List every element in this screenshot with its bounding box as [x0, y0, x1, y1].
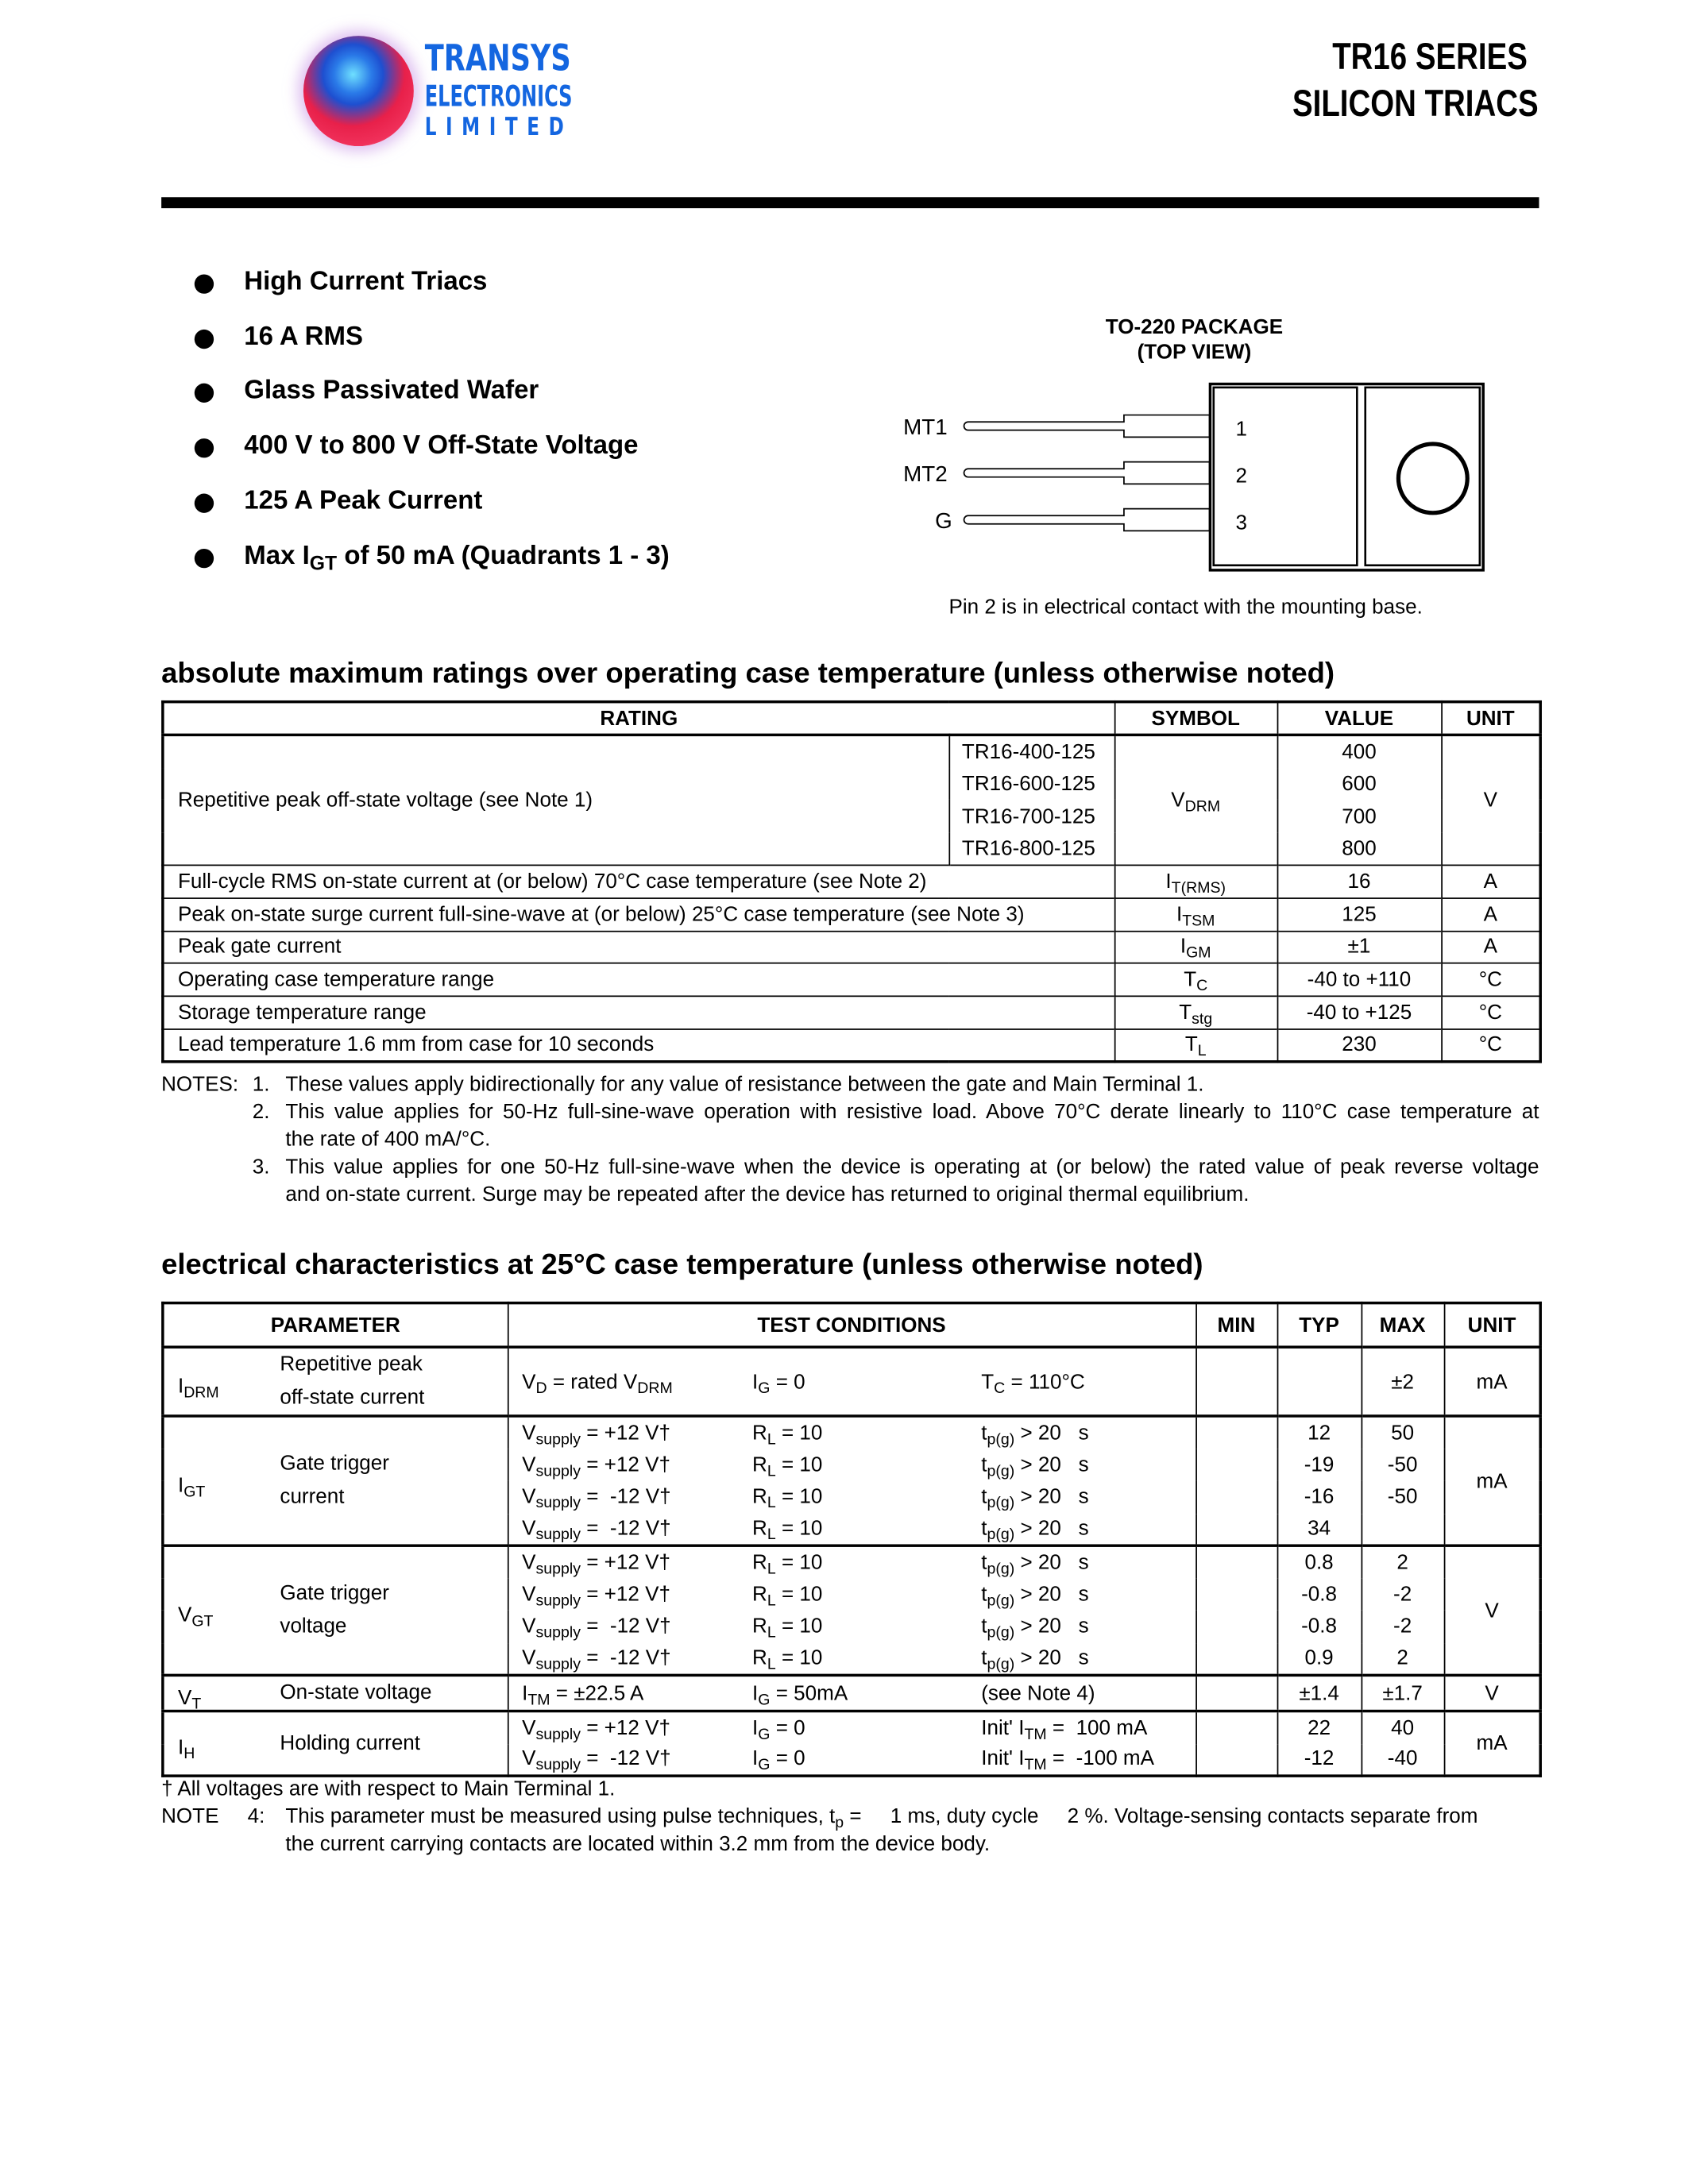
- column-header: RATING: [163, 702, 1114, 735]
- parameter-name: [280, 1677, 431, 1710]
- typ-cell: -0.8: [1277, 1611, 1362, 1643]
- note-text: This value applies for 50-Hz full-sine-wave operation with resistive load. Above 70°C derate linearly to 110°C case temperature at: [285, 1100, 1539, 1124]
- condition: $I_G = 50mA$: [752, 1681, 848, 1708]
- pin-label-g: G: [935, 510, 952, 534]
- conditions: [508, 1550, 1196, 1578]
- package-title-line1: TO-220 PACKAGE: [1105, 315, 1284, 340]
- parameter-wrap: [164, 1727, 507, 1763]
- note-text: the rate of 400 mA/°C.: [285, 1128, 491, 1152]
- logo-text-transys: TRANSYS: [424, 38, 571, 80]
- logo-text-limited: LIMITED: [424, 113, 574, 142]
- condition: $V_{supply} = +12$ V†: [522, 1453, 670, 1480]
- conditions: [508, 1369, 1196, 1397]
- condition: $R_L = 10$: [752, 1453, 823, 1480]
- value-cell: 700: [1277, 801, 1442, 833]
- parameter-wrap: [164, 1677, 507, 1713]
- typ-cell: 22: [1277, 1711, 1362, 1744]
- condition: $V_{supply} = -12$ V†: [522, 1517, 671, 1544]
- typ-cell: ±1.4: [1277, 1675, 1362, 1711]
- test-conditions-cell: [508, 1513, 1196, 1545]
- value-cell: 600: [1277, 767, 1442, 800]
- conditions: [508, 1421, 1196, 1449]
- parameter-symbol: $V_T$: [177, 1685, 202, 1713]
- feature-item: Max $I_{GT}$ of 50 mA (Quadrants 1 - 3): [244, 542, 670, 576]
- condition: $I_{TM} = \pm 22.5$ A: [522, 1681, 644, 1708]
- typ-cell: 0.8: [1277, 1545, 1362, 1578]
- condition: $T_C = 110^\circ C$: [981, 1369, 1085, 1397]
- parameter-name: [280, 1448, 389, 1514]
- condition: $t_{p(g)} > 20$ s: [981, 1485, 1089, 1512]
- value-cell: 400: [1277, 735, 1442, 767]
- condition: Init' $I_{TM} = -100$ mA: [981, 1747, 1154, 1774]
- test-conditions-cell: [508, 1711, 1196, 1744]
- bullet-icon: [195, 330, 214, 349]
- parameter-name-line: Gate trigger: [280, 1452, 389, 1476]
- bullet-icon: [195, 494, 214, 513]
- max-cell: 2: [1362, 1643, 1444, 1676]
- table-header-row: [163, 1303, 1540, 1348]
- part-number-cell: TR16-700-125: [948, 801, 1114, 833]
- column-header: TYP: [1277, 1303, 1362, 1348]
- value-cell: -40 to +110: [1277, 963, 1442, 996]
- lead-mt2: [964, 462, 1210, 484]
- test-conditions-cell: [508, 1416, 1196, 1449]
- value-cell: 230: [1277, 1028, 1442, 1061]
- package-title-line2: (TOP VIEW): [1137, 340, 1252, 365]
- table-row: [163, 1416, 1540, 1449]
- pin-number: 3: [1235, 511, 1248, 535]
- min-cell: [1196, 1675, 1277, 1711]
- conditions: [508, 1646, 1196, 1673]
- symbol-cell: $T_{stg}$: [1114, 996, 1277, 1028]
- symbol-cell: $I_{GM}$: [1114, 931, 1277, 963]
- max-cell: -2: [1362, 1578, 1444, 1611]
- condition: $R_L = 10$: [752, 1615, 823, 1642]
- conditions: [508, 1517, 1196, 1544]
- max-cell: ±1.7: [1362, 1675, 1444, 1711]
- mounting-hole-icon: [1398, 444, 1467, 513]
- package-title: [1056, 316, 1332, 365]
- header-divider: [161, 197, 1539, 208]
- note-text: and on-state current. Surge may be repeated after the device has returned to original thermal equilibrium.: [285, 1183, 1250, 1207]
- rating-cell: Full-cycle RMS on-state current at (or below) 70°C case temperature (see Note 2): [163, 866, 1114, 898]
- to220-package-diagram: [883, 372, 1503, 579]
- min-cell: [1196, 1545, 1277, 1675]
- parameter-name: [280, 1577, 389, 1643]
- condition: $t_{p(g)} > 20$ s: [981, 1550, 1089, 1578]
- column-header: TEST CONDITIONS: [508, 1303, 1196, 1348]
- note4-label: NOTE 4:: [161, 1804, 265, 1829]
- max-cell: 40: [1362, 1711, 1444, 1744]
- condition: $R_L = 10$: [752, 1485, 823, 1512]
- unit-cell: A: [1441, 866, 1540, 898]
- condition: $t_{p(g)} > 20$ s: [981, 1646, 1089, 1673]
- table-row: [163, 1028, 1540, 1061]
- parameter-name-line: On-state voltage: [280, 1680, 432, 1704]
- rating-cell: Repetitive peak off-state voltage (see Note 1): [163, 735, 949, 865]
- parameter-cell: [163, 1347, 508, 1416]
- min-cell: [1196, 1711, 1277, 1777]
- unit-cell: mA: [1444, 1711, 1541, 1777]
- unit-cell: A: [1441, 898, 1540, 931]
- condition: $V_{supply} = -12$ V†: [522, 1615, 671, 1642]
- min-cell: [1196, 1416, 1277, 1545]
- abs-max-heading: absolute maximum ratings over operating case temperature (unless otherwise noted): [161, 658, 1335, 690]
- table-row: [163, 1545, 1540, 1578]
- symbol-cell: $V_{DRM}$: [1114, 735, 1277, 865]
- parameter-cell: [163, 1711, 508, 1777]
- logo-text-electronics: ELECTRONICS: [424, 79, 573, 114]
- symbol-cell: $I_{T(RMS)}$: [1114, 866, 1277, 898]
- notes-label: NOTES:: [161, 1072, 239, 1097]
- typ-cell: -19: [1277, 1449, 1362, 1481]
- bullet-icon: [195, 549, 214, 568]
- typ-cell: 34: [1277, 1513, 1362, 1545]
- product-title: SILICON TRIACS: [1292, 83, 1539, 125]
- parameter-wrap: [164, 1448, 507, 1514]
- rating-cell: Peak gate current: [163, 931, 1114, 963]
- max-cell: [1362, 1513, 1444, 1545]
- parameter-name-line: Holding current: [280, 1731, 421, 1755]
- parameter-name: [280, 1727, 420, 1760]
- unit-cell: mA: [1444, 1416, 1541, 1545]
- absolute-max-ratings-table: [161, 700, 1542, 1063]
- max-cell: -2: [1362, 1611, 1444, 1643]
- condition: $I_G = 0$: [752, 1747, 805, 1774]
- condition: $V_D$ = rated $V_{DRM}$: [522, 1369, 673, 1397]
- rating-cell: Peak on-state surge current full-sine-wave at (or below) 25°C case temperature (see Note 3): [163, 898, 1114, 931]
- note-text: These values apply bidirectionally for any value of resistance between the gate and Main Terminal 1.: [285, 1072, 1204, 1097]
- note-number: 3.: [252, 1155, 270, 1179]
- unit-cell: V: [1444, 1545, 1541, 1675]
- condition: $R_L = 10$: [752, 1421, 823, 1449]
- table-row: [163, 931, 1540, 963]
- condition: $t_{p(g)} > 20$ s: [981, 1421, 1089, 1449]
- condition: $V_{supply} = -12$ V†: [522, 1646, 671, 1673]
- conditions: [508, 1453, 1196, 1480]
- parameter-wrap: [164, 1577, 507, 1643]
- condition: $t_{p(g)} > 20$ s: [981, 1582, 1089, 1610]
- condition: $R_L = 10$: [752, 1550, 823, 1578]
- max-cell: -50: [1362, 1449, 1444, 1481]
- parameter-symbol: $I_{DRM}$: [177, 1374, 219, 1401]
- mounting-tab: [1365, 388, 1480, 565]
- condition: $R_L = 10$: [752, 1517, 823, 1544]
- table-row: [163, 1347, 1540, 1416]
- pin-label-mt2: MT2: [903, 463, 948, 487]
- test-conditions-cell: [508, 1481, 1196, 1514]
- condition: $V_{supply} = +12$ V†: [522, 1550, 670, 1578]
- min-cell: [1196, 1347, 1277, 1416]
- lead-mt1: [964, 415, 1210, 438]
- column-header: UNIT: [1444, 1303, 1541, 1348]
- typ-cell: 12: [1277, 1416, 1362, 1449]
- value-cell: 125: [1277, 898, 1442, 931]
- condition: $I_G = 0$: [752, 1369, 805, 1397]
- rating-cell: Operating case temperature range: [163, 963, 1114, 996]
- rating-cell: Storage temperature range: [163, 996, 1114, 1028]
- symbol-cell: $T_C$: [1114, 963, 1277, 996]
- table-row: [163, 866, 1540, 898]
- parameter-symbol: $I_{GT}$: [177, 1473, 206, 1500]
- test-conditions-cell: [508, 1675, 1196, 1711]
- table-row: [163, 996, 1540, 1028]
- typ-cell: 0.9: [1277, 1643, 1362, 1676]
- condition: $t_{p(g)} > 20$ s: [981, 1517, 1089, 1544]
- condition: $V_{supply} = +12$ V†: [522, 1716, 670, 1743]
- conditions: [508, 1615, 1196, 1642]
- part-number-cell: TR16-400-125: [948, 735, 1114, 767]
- note-text: This value applies for one 50-Hz full-sine-wave when the device is operating at (or below) the rated value of peak reverse voltage: [285, 1155, 1539, 1179]
- parameter-cell: [163, 1416, 508, 1545]
- value-cell: 800: [1277, 833, 1442, 866]
- test-conditions-cell: [508, 1545, 1196, 1578]
- column-header: SYMBOL: [1114, 702, 1277, 735]
- condition: $R_L = 10$: [752, 1582, 823, 1610]
- test-conditions-cell: [508, 1347, 1196, 1416]
- test-conditions-cell: [508, 1743, 1196, 1776]
- feature-item: 400 V to 800 V Off-State Voltage: [244, 431, 639, 461]
- series-title: TR16 SERIES: [1332, 36, 1528, 78]
- globe-logo-icon: [303, 36, 414, 146]
- value-cell: 16: [1277, 866, 1442, 898]
- unit-cell: °C: [1441, 1028, 1540, 1061]
- pin-label-mt1: MT1: [903, 416, 948, 440]
- footnote-dagger: † All voltages are with respect to Main Terminal 1.: [161, 1777, 616, 1801]
- part-number-cell: TR16-800-125: [948, 833, 1114, 866]
- conditions: [508, 1747, 1196, 1774]
- symbol-cell: $I_{TSM}$: [1114, 898, 1277, 931]
- test-conditions-cell: [508, 1643, 1196, 1676]
- parameter-name-line: off-state current: [280, 1385, 425, 1410]
- package-body: [1210, 384, 1483, 570]
- condition: (see Note 4): [981, 1681, 1095, 1705]
- rating-cell: Lead temperature 1.6 mm from case for 10 seconds: [163, 1028, 1114, 1061]
- parameter-name-line: Repetitive peak: [280, 1352, 423, 1376]
- test-conditions-cell: [508, 1611, 1196, 1643]
- typ-cell: -16: [1277, 1481, 1362, 1514]
- condition: $V_{supply} = +12$ V†: [522, 1421, 670, 1449]
- table-row: [163, 1711, 1540, 1744]
- condition: $V_{supply} = +12$ V†: [522, 1582, 670, 1610]
- parameter-name-line: current: [280, 1484, 345, 1509]
- table-row: [163, 1675, 1540, 1711]
- pin-leads: [964, 415, 1210, 531]
- electrical-characteristics-table: [161, 1302, 1542, 1777]
- column-header: MAX: [1362, 1303, 1444, 1348]
- unit-cell: °C: [1441, 963, 1540, 996]
- condition: $t_{p(g)} > 20$ s: [981, 1615, 1089, 1642]
- feature-item: 125 A Peak Current: [244, 486, 483, 516]
- value-cell: ±1: [1277, 931, 1442, 963]
- condition: $t_{p(g)} > 20$ s: [981, 1453, 1089, 1480]
- test-conditions-cell: [508, 1449, 1196, 1481]
- note-number: 1.: [252, 1072, 270, 1097]
- unit-cell: V: [1441, 735, 1540, 865]
- column-header: PARAMETER: [163, 1303, 508, 1348]
- column-header: UNIT: [1441, 702, 1540, 735]
- bullet-icon: [195, 384, 214, 403]
- condition: $I_G = 0$: [752, 1716, 805, 1743]
- lead-g: [964, 509, 1210, 531]
- conditions: [508, 1582, 1196, 1610]
- max-cell: 2: [1362, 1545, 1444, 1578]
- condition: $V_{supply} = -12$ V†: [522, 1485, 671, 1512]
- conditions: [508, 1485, 1196, 1512]
- parameter-symbol: $I_H$: [177, 1735, 195, 1763]
- parameter-name-line: voltage: [280, 1614, 347, 1638]
- bullet-icon: [195, 438, 214, 457]
- table-header-row: [163, 702, 1540, 735]
- condition: Init' $I_{TM} = 100$ mA: [981, 1716, 1148, 1743]
- condition: $V_{supply} = -12$ V†: [522, 1747, 671, 1774]
- part-number-cell: TR16-600-125: [948, 767, 1114, 800]
- unit-cell: A: [1441, 931, 1540, 963]
- max-cell: -40: [1362, 1743, 1444, 1776]
- column-header: MIN: [1196, 1303, 1277, 1348]
- table-row: [163, 963, 1540, 996]
- note4-text: This parameter must be measured using pulse techniques, $t_p$ = 1 ms, duty cycle 2 %. Voltage-sensing contacts separate from: [285, 1804, 1478, 1832]
- feature-item: High Current Triacs: [244, 267, 488, 297]
- parameter-name-line: Gate trigger: [280, 1581, 389, 1605]
- parameter-cell: [163, 1675, 508, 1711]
- condition: $R_L = 10$: [752, 1646, 823, 1673]
- package-note: Pin 2 is in electrical contact with the mounting base.: [948, 595, 1423, 619]
- pin-number: 1: [1235, 418, 1248, 442]
- conditions: [508, 1716, 1196, 1743]
- feature-item: Glass Passivated Wafer: [244, 376, 539, 406]
- unit-cell: V: [1444, 1675, 1541, 1711]
- conditions: [508, 1681, 1196, 1708]
- typ-cell: [1277, 1347, 1362, 1416]
- max-cell: -50: [1362, 1481, 1444, 1514]
- note-number: 2.: [252, 1100, 270, 1124]
- note4-text: the current carrying contacts are located within 3.2 mm from the device body.: [285, 1832, 991, 1856]
- column-header: VALUE: [1277, 702, 1442, 735]
- parameter-name: [280, 1349, 424, 1414]
- parameter-wrap: [164, 1349, 507, 1414]
- table-row: [163, 898, 1540, 931]
- parameter-symbol: $V_{GT}$: [177, 1603, 214, 1630]
- table-row: [163, 735, 1540, 767]
- test-conditions-cell: [508, 1578, 1196, 1611]
- max-cell: ±2: [1362, 1347, 1444, 1416]
- value-cell: -40 to +125: [1277, 996, 1442, 1028]
- pin-number: 2: [1235, 465, 1248, 488]
- bullet-icon: [195, 274, 214, 293]
- feature-item: 16 A RMS: [244, 322, 364, 352]
- parameter-cell: [163, 1545, 508, 1675]
- electrical-heading: electrical characteristics at 25°C case temperature (unless otherwise noted): [161, 1248, 1203, 1281]
- symbol-cell: $T_L$: [1114, 1028, 1277, 1061]
- typ-cell: -12: [1277, 1743, 1362, 1776]
- typ-cell: -0.8: [1277, 1578, 1362, 1611]
- max-cell: 50: [1362, 1416, 1444, 1449]
- unit-cell: mA: [1444, 1347, 1541, 1416]
- unit-cell: °C: [1441, 996, 1540, 1028]
